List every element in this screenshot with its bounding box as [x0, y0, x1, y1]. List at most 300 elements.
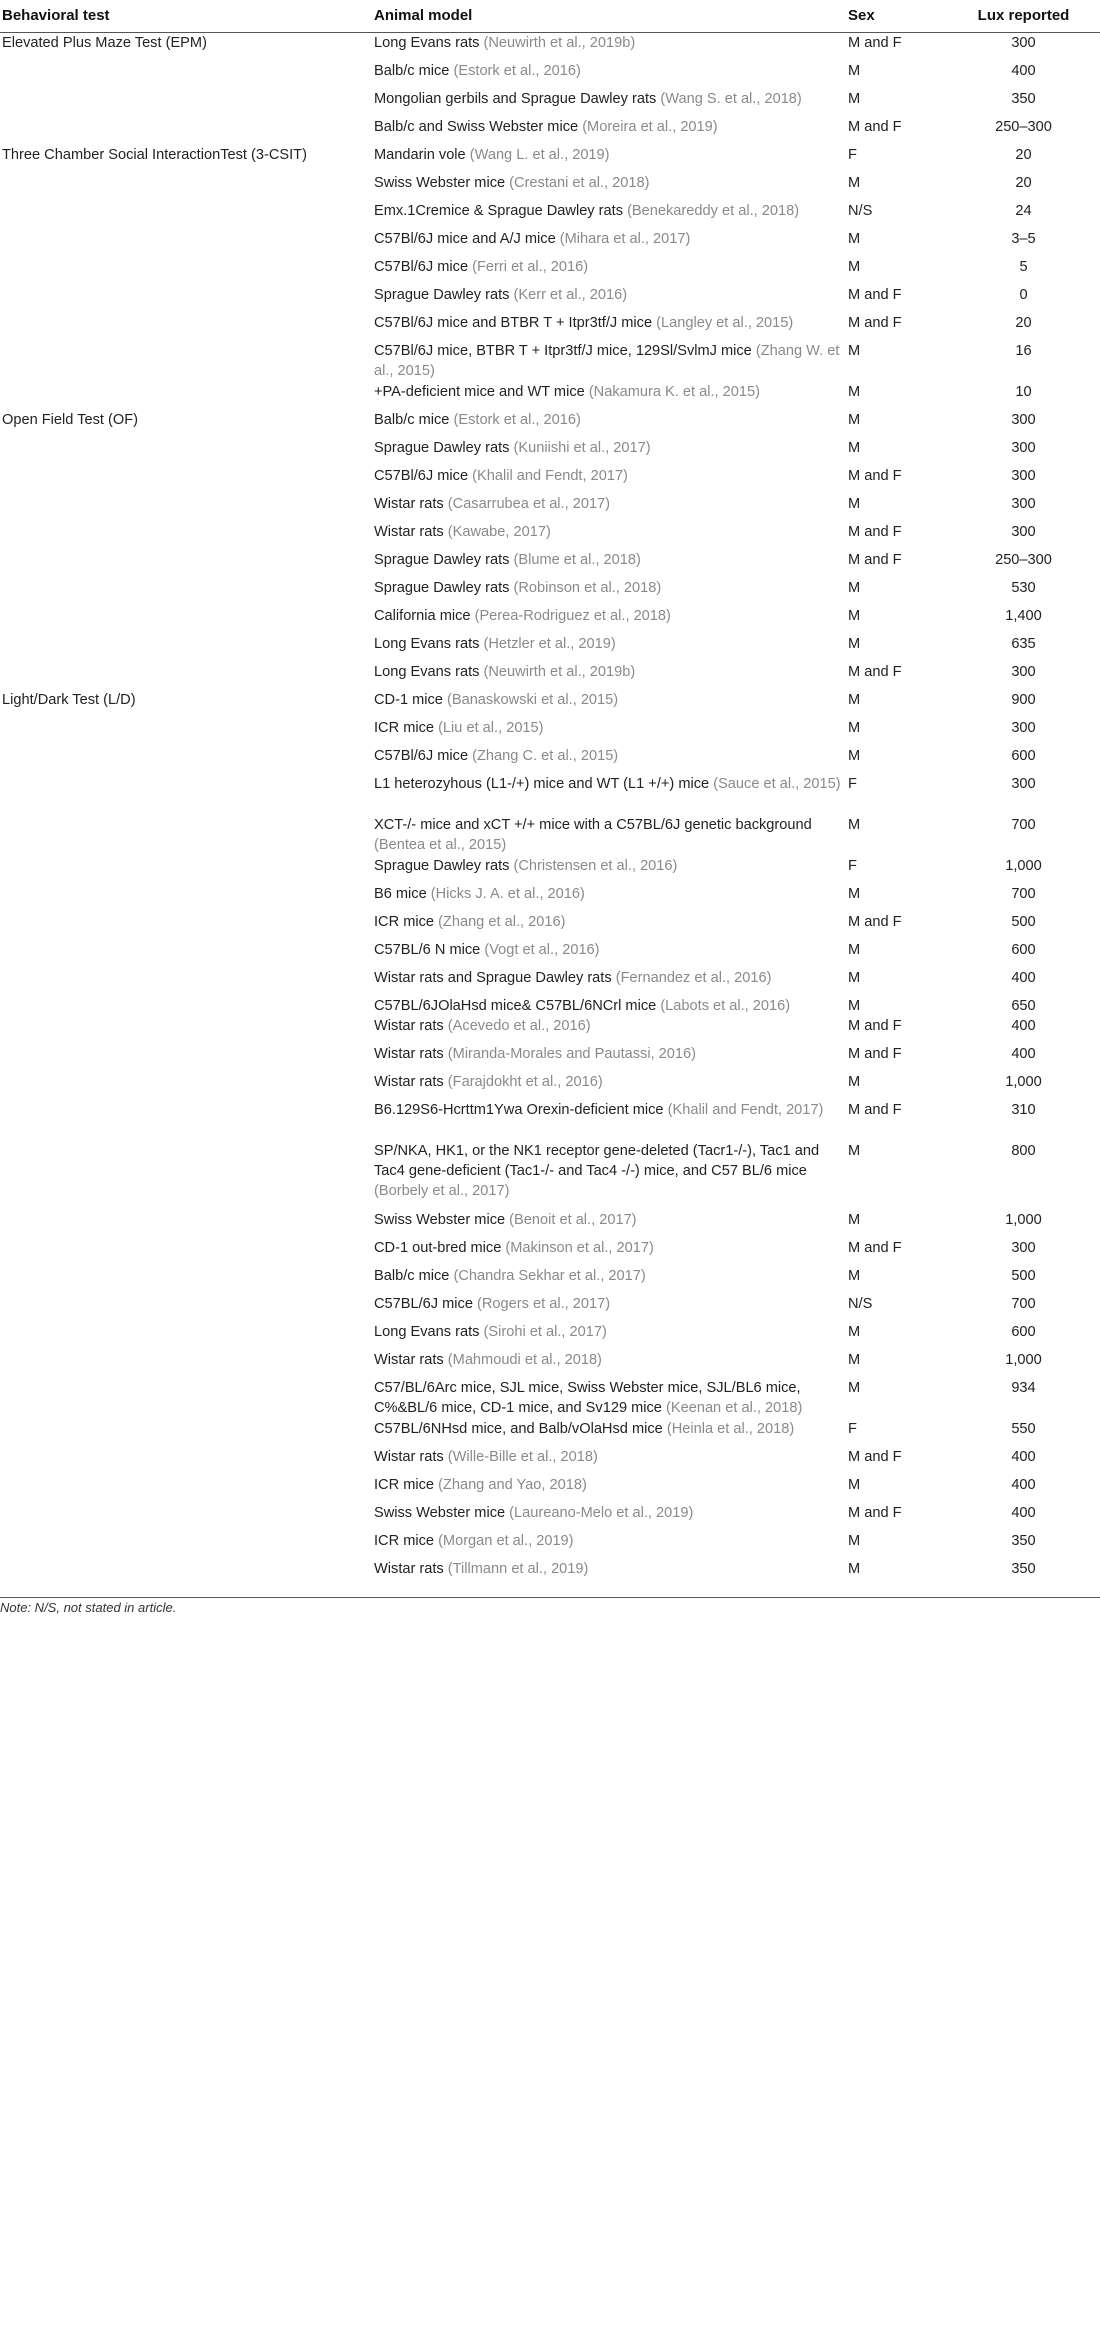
- lux-cell: 400: [1011, 1476, 1036, 1493]
- animal-model-cell: [374, 285, 848, 313]
- citation-link[interactable]: (Sauce et al., 2015): [713, 775, 841, 792]
- behavioral-test-cell: [0, 382, 374, 410]
- lux-cell: 700: [1011, 1295, 1036, 1312]
- lux-cell: 250–300: [995, 118, 1052, 135]
- citation-link[interactable]: (Kawabe, 2017): [447, 523, 551, 540]
- lux-cell: 550: [1011, 1420, 1036, 1437]
- sex-cell: M: [848, 607, 861, 624]
- animal-model-text: Wistar rats: [374, 1448, 444, 1465]
- lux-cell: 16: [1015, 342, 1032, 359]
- behavioral-test-cell: [0, 856, 374, 884]
- sex-cell: M: [848, 941, 861, 958]
- citation-link[interactable]: (Hetzler et al., 2019): [483, 635, 616, 652]
- animal-model-cell: [374, 117, 848, 145]
- behavioral-test-cell: [0, 550, 374, 578]
- animal-model-cell: [374, 578, 848, 606]
- table-row: [0, 1447, 1100, 1475]
- lux-cell: 700: [1011, 885, 1036, 902]
- behavioral-test-cell: [0, 1294, 374, 1322]
- citation-link[interactable]: (Robinson et al., 2018): [513, 579, 662, 596]
- lux-cell: 1,000: [1005, 1351, 1042, 1368]
- lux-cell: 20: [1015, 314, 1032, 331]
- animal-model-text: Wistar rats: [374, 1560, 444, 1577]
- behavioral-test-cell: [0, 1531, 374, 1559]
- table-row: [0, 1141, 1100, 1210]
- animal-model-text: Wistar rats: [374, 495, 444, 512]
- sex-cell: M: [848, 1142, 861, 1159]
- animal-model-cell: [374, 257, 848, 285]
- table-row: [0, 1266, 1100, 1294]
- sex-cell: M and F: [848, 663, 902, 680]
- lux-cell: 500: [1011, 913, 1036, 930]
- citation-link[interactable]: (Kuniishi et al., 2017): [513, 439, 651, 456]
- behavioral-test-cell: [0, 1072, 374, 1100]
- table-row: [0, 1322, 1100, 1350]
- citation-link[interactable]: (Rogers et al., 2017): [477, 1295, 611, 1312]
- table-row: [0, 550, 1100, 578]
- citation-link[interactable]: (Casarrubea et al., 2017): [447, 495, 611, 512]
- animal-model-cell: [374, 1475, 848, 1503]
- behavioral-test-cell: [0, 61, 374, 89]
- behavioral-test-cell: [0, 89, 374, 117]
- animal-model-cell: [374, 968, 848, 996]
- behavioral-test-cell: [0, 815, 374, 856]
- animal-model-cell: [374, 341, 848, 382]
- animal-model-cell: [374, 1531, 848, 1559]
- table-row: [0, 201, 1100, 229]
- citation-link[interactable]: (Sirohi et al., 2017): [483, 1323, 607, 1340]
- animal-model-text: Wistar rats: [374, 1073, 444, 1090]
- animal-model-cell: [374, 912, 848, 940]
- animal-model-cell: [374, 1378, 848, 1419]
- lux-cell: 350: [1011, 1532, 1036, 1549]
- sex-cell: F: [848, 1420, 857, 1437]
- citation-link[interactable]: (Neuwirth et al., 2019b): [483, 35, 636, 51]
- lux-cell: 530: [1011, 579, 1036, 596]
- animal-model-text: C57BL/6J mice: [374, 1295, 473, 1312]
- citation-link[interactable]: (Estork et al., 2016): [453, 62, 581, 79]
- citation-link[interactable]: (Benekareddy et al., 2018): [627, 202, 800, 219]
- sex-cell: M and F: [848, 118, 902, 135]
- animal-model-cell: [374, 550, 848, 578]
- lux-cell: 300: [1011, 1239, 1036, 1256]
- animal-model-cell: [374, 718, 848, 746]
- sex-cell: M: [848, 1351, 861, 1368]
- sex-cell: M: [848, 816, 861, 833]
- animal-model-text: Mongolian gerbils and Sprague Dawley rats: [374, 90, 657, 107]
- animal-model-text: B6 mice: [374, 885, 427, 902]
- citation-link[interactable]: (Khalil and Fendt, 2017): [667, 1101, 824, 1118]
- lux-cell: 1,000: [1005, 1073, 1042, 1090]
- behavioral-test-cell: [0, 718, 374, 746]
- table-row: [0, 606, 1100, 634]
- sex-cell: M: [848, 747, 861, 764]
- lux-cell: 400: [1011, 969, 1036, 986]
- animal-model-text: C57Bl/6J mice: [374, 467, 469, 484]
- animal-model-text: XCT-/- mice and xCT +/+ mice with a C57BL/6J genetic background: [374, 816, 812, 833]
- animal-model-text: CD-1 mice: [374, 691, 443, 708]
- citation-link[interactable]: (Bentea et al., 2015): [374, 836, 507, 853]
- lux-cell: 300: [1011, 775, 1036, 792]
- citation-link[interactable]: (Morgan et al., 2019): [438, 1532, 574, 1549]
- behavioral-test-cell: [0, 313, 374, 341]
- lux-cell: 650: [1011, 997, 1036, 1014]
- animal-model-cell: [374, 1322, 848, 1350]
- table-row: [0, 578, 1100, 606]
- table-row: [0, 313, 1100, 341]
- sex-cell: M and F: [848, 1504, 902, 1521]
- citation-link[interactable]: (Mahmoudi et al., 2018): [447, 1351, 602, 1368]
- animal-model-text: C57BL/6 N mice: [374, 941, 481, 958]
- animal-model-cell: [374, 61, 848, 89]
- animal-model-cell: [374, 33, 848, 61]
- citation-link[interactable]: (Estork et al., 2016): [453, 411, 581, 428]
- table-row: [0, 1559, 1100, 1598]
- lux-cell: 600: [1011, 1323, 1036, 1340]
- animal-model-text: Swiss Webster mice: [374, 1504, 506, 1521]
- lux-cell: 635: [1011, 635, 1036, 652]
- citation-link[interactable]: (Miranda-Morales and Pautassi, 2016): [447, 1045, 697, 1062]
- lux-cell: 400: [1011, 1504, 1036, 1521]
- lux-cell: 0: [1019, 286, 1028, 303]
- sex-cell: M and F: [848, 1045, 902, 1062]
- sex-cell: M: [848, 1073, 861, 1090]
- citation-link[interactable]: (Chandra Sekhar et al., 2017): [453, 1267, 646, 1284]
- animal-model-text: Balb/c mice: [374, 62, 450, 79]
- lux-cell: 300: [1011, 35, 1036, 51]
- citation-link[interactable]: (Zhang C. et al., 2015): [472, 747, 619, 764]
- animal-model-cell: [374, 662, 848, 690]
- table-row: [0, 33, 1100, 61]
- animal-model-text: Balb/c mice: [374, 1267, 450, 1284]
- animal-model-text: Balb/c and Swiss Webster mice: [374, 118, 579, 135]
- sex-cell: M: [848, 579, 861, 596]
- table-row: [0, 1531, 1100, 1559]
- table-row: [0, 285, 1100, 313]
- citation-link[interactable]: (Blume et al., 2018): [513, 551, 641, 568]
- animal-model-text: C57/BL/6Arc mice, SJL mice, Swiss Webster mice, SJL/BL6 mice, C%&BL/6 mice, CD-1 mice, and Sv129 mice: [374, 1379, 801, 1416]
- table-row: [0, 856, 1100, 884]
- sex-cell: M and F: [848, 1017, 902, 1034]
- lux-cell: 300: [1011, 719, 1036, 736]
- animal-model-cell: [374, 1419, 848, 1447]
- table-row: [0, 1378, 1100, 1419]
- animal-model-cell: [374, 1559, 848, 1598]
- sex-cell: M and F: [848, 913, 902, 930]
- animal-model-cell: [374, 173, 848, 201]
- citation-link[interactable]: (Kerr et al., 2016): [513, 286, 628, 303]
- lux-cell: 400: [1011, 1448, 1036, 1465]
- behavioral-test-cell: [0, 1559, 374, 1598]
- citation-link[interactable]: (Moreira et al., 2019): [582, 118, 718, 135]
- citation-link[interactable]: (Neuwirth et al., 2019b): [483, 663, 636, 680]
- behavioral-test-cell: Light/Dark Test (L/D): [2, 691, 136, 708]
- citation-link[interactable]: (Laureano-Melo et al., 2019): [509, 1504, 694, 1521]
- lux-cell: 700: [1011, 816, 1036, 833]
- animal-model-text: C57Bl/6J mice: [374, 258, 469, 275]
- sex-cell: N/S: [848, 202, 873, 219]
- behavioral-test-cell: [0, 1419, 374, 1447]
- lux-cell: 1,000: [1005, 1211, 1042, 1228]
- sex-cell: M: [848, 174, 861, 191]
- lux-cell: 10: [1015, 383, 1032, 400]
- sex-cell: M: [848, 1560, 861, 1577]
- sex-cell: M: [848, 342, 861, 359]
- behavioral-test-cell: [0, 201, 374, 229]
- citation-link[interactable]: (Nakamura K. et al., 2015): [588, 383, 760, 400]
- lux-cell: 20: [1015, 146, 1032, 163]
- table-row: [0, 1350, 1100, 1378]
- animal-model-cell: [374, 606, 848, 634]
- animal-model-text: Sprague Dawley rats: [374, 857, 510, 874]
- animal-model-text: Long Evans rats: [374, 35, 480, 51]
- table-row: [0, 1210, 1100, 1238]
- citation-link[interactable]: (Makinson et al., 2017): [505, 1239, 654, 1256]
- table-row: [0, 173, 1100, 201]
- animal-model-cell: [374, 774, 848, 815]
- behavioral-test-cell: [0, 257, 374, 285]
- table-row: [0, 690, 1100, 718]
- sex-cell: M and F: [848, 523, 902, 540]
- animal-model-text: Sprague Dawley rats: [374, 579, 510, 596]
- table-row: [0, 89, 1100, 117]
- citation-link[interactable]: (Crestani et al., 2018): [509, 174, 650, 191]
- sex-cell: F: [848, 857, 857, 874]
- table-row: [0, 1016, 1100, 1044]
- table-row: [0, 466, 1100, 494]
- citation-link[interactable]: (Khalil and Fendt, 2017): [472, 467, 628, 484]
- behavioral-test-cell: [0, 1016, 374, 1044]
- sex-cell: M and F: [848, 286, 902, 303]
- lux-cell: 934: [1011, 1379, 1036, 1396]
- behavioral-test-cell: [0, 522, 374, 550]
- table-row: [0, 438, 1100, 466]
- sex-cell: M: [848, 1211, 861, 1228]
- lux-cell: 5: [1019, 258, 1028, 275]
- citation-link[interactable]: (Vogt et al., 2016): [484, 941, 600, 958]
- behavioral-test-cell: [0, 662, 374, 690]
- table-row: [0, 746, 1100, 774]
- lux-cell: 300: [1011, 411, 1036, 428]
- lux-cell: 300: [1011, 663, 1036, 680]
- sex-cell: M: [848, 411, 861, 428]
- animal-model-cell: [374, 201, 848, 229]
- sex-cell: M: [848, 969, 861, 986]
- behavioral-test-cell: [0, 173, 374, 201]
- animal-model-cell: [374, 815, 848, 856]
- lux-cell: 250–300: [995, 551, 1052, 568]
- citation-link[interactable]: (Benoit et al., 2017): [509, 1211, 637, 1228]
- sex-cell: M and F: [848, 314, 902, 331]
- behavioral-test-cell: [0, 1141, 374, 1210]
- behavioral-test-cell: [0, 1210, 374, 1238]
- table-row: [0, 229, 1100, 257]
- citation-link[interactable]: (Acevedo et al., 2016): [447, 1017, 591, 1034]
- citation-link[interactable]: (Farajdokht et al., 2016): [447, 1073, 603, 1090]
- sex-cell: M: [848, 495, 861, 512]
- table-row: [0, 1475, 1100, 1503]
- citation-link[interactable]: (Zhang and Yao, 2018): [438, 1476, 587, 1493]
- behavioral-test-cell: [0, 285, 374, 313]
- behavioral-test-cell: [0, 229, 374, 257]
- animal-model-cell: [374, 1350, 848, 1378]
- animal-model-cell: [374, 466, 848, 494]
- animal-model-cell: [374, 1294, 848, 1322]
- table-row: [0, 410, 1100, 438]
- animal-model-text: Emx.1Cremice & Sprague Dawley rats: [374, 202, 623, 219]
- animal-model-cell: [374, 1100, 848, 1141]
- behavioral-test-cell: [0, 341, 374, 382]
- sex-cell: M and F: [848, 551, 902, 568]
- citation-link[interactable]: (Langley et al., 2015): [656, 314, 794, 331]
- header-behavioral-test: Behavioral test: [0, 0, 374, 33]
- citation-link[interactable]: (Banaskowski et al., 2015): [446, 691, 619, 708]
- citation-link[interactable]: (Wang S. et al., 2018): [660, 90, 802, 107]
- lux-cell: 400: [1011, 62, 1036, 79]
- table-row: [0, 1100, 1100, 1141]
- lux-cell: 600: [1011, 747, 1036, 764]
- animal-model-text: Wistar rats: [374, 1017, 444, 1034]
- animal-model-cell: [374, 1210, 848, 1238]
- table-row: [0, 117, 1100, 145]
- sex-cell: M and F: [848, 35, 902, 51]
- table-row: [0, 1072, 1100, 1100]
- table-body: [0, 33, 1100, 1598]
- sex-cell: M: [848, 90, 861, 107]
- sex-cell: M: [848, 439, 861, 456]
- behavioral-test-cell: [0, 1503, 374, 1531]
- table-row: [0, 494, 1100, 522]
- citation-link[interactable]: (Zhang W. et al., 2015): [374, 342, 840, 379]
- table-row: [0, 257, 1100, 285]
- animal-model-text: +PA-deficient mice and WT mice: [374, 383, 585, 400]
- animal-model-cell: [374, 1141, 848, 1210]
- animal-model-cell: [374, 996, 848, 1016]
- table-row: [0, 634, 1100, 662]
- citation-link[interactable]: (Wille-Bille et al., 2018): [447, 1448, 598, 1465]
- citation-link[interactable]: (Hicks J. A. et al., 2016): [430, 885, 585, 902]
- behavioral-test-cell: [0, 606, 374, 634]
- behavioral-test-cell: [0, 1447, 374, 1475]
- lux-cell: 1,400: [1005, 607, 1042, 624]
- citation-link[interactable]: (Wang L. et al., 2019): [469, 146, 610, 163]
- animal-model-cell: [374, 1044, 848, 1072]
- sex-cell: M: [848, 1267, 861, 1284]
- lux-cell: 300: [1011, 467, 1036, 484]
- behavioral-test-cell: [0, 466, 374, 494]
- table-row: [0, 382, 1100, 410]
- animal-model-text: C57BL/6JOlaHsd mice& C57BL/6NCrl mice: [374, 997, 657, 1014]
- behavioral-test-cell: [0, 1322, 374, 1350]
- behavioral-test-cell: [0, 117, 374, 145]
- animal-model-text: Long Evans rats: [374, 1323, 480, 1340]
- table-row: [0, 1238, 1100, 1266]
- table-row: [0, 718, 1100, 746]
- citation-link[interactable]: (Christensen et al., 2016): [513, 857, 678, 874]
- animal-model-text: Sprague Dawley rats: [374, 286, 510, 303]
- behavioral-test-cell: [0, 746, 374, 774]
- table-note-row: [0, 1598, 1100, 1623]
- citation-link[interactable]: (Zhang et al., 2016): [438, 913, 566, 930]
- behavioral-test-cell: [0, 884, 374, 912]
- animal-model-text: Wistar rats and Sprague Dawley rats: [374, 969, 612, 986]
- animal-model-cell: [374, 145, 848, 173]
- citation-link[interactable]: (Perea-Rodriguez et al., 2018): [474, 607, 671, 624]
- citation-link[interactable]: (Labots et al., 2016): [660, 997, 791, 1014]
- sex-cell: M and F: [848, 1239, 902, 1256]
- animal-model-text: Long Evans rats: [374, 635, 480, 652]
- citation-link[interactable]: (Fernandez et al., 2016): [615, 969, 772, 986]
- animal-model-cell: [374, 1238, 848, 1266]
- citation-link[interactable]: (Liu et al., 2015): [438, 719, 544, 736]
- lux-cell: 600: [1011, 941, 1036, 958]
- animal-model-text: California mice: [374, 607, 471, 624]
- sex-cell: M: [848, 1379, 861, 1396]
- lux-cell: 300: [1011, 495, 1036, 512]
- behavioral-test-cell: [0, 494, 374, 522]
- sex-cell: F: [848, 146, 857, 163]
- behavioral-test-cell: [0, 1266, 374, 1294]
- animal-model-text: L1 heterozyhous (L1-/+) mice and WT (L1 +/+) mice: [374, 775, 710, 792]
- citation-link[interactable]: (Mihara et al., 2017): [559, 230, 691, 247]
- behavioral-test-cell: Open Field Test (OF): [2, 411, 138, 428]
- lux-cell: 900: [1011, 691, 1036, 708]
- animal-model-text: Wistar rats: [374, 1351, 444, 1368]
- behavioral-test-cell: [0, 634, 374, 662]
- animal-model-text: Wistar rats: [374, 523, 444, 540]
- sex-cell: M: [848, 1532, 861, 1549]
- behavioral-test-cell: [0, 438, 374, 466]
- behavioral-test-cell: [0, 1100, 374, 1141]
- citation-link[interactable]: (Tillmann et al., 2019): [447, 1560, 589, 1577]
- animal-model-text: C57Bl/6J mice and BTBR T + Itpr3tf/J mice: [374, 314, 653, 331]
- table-row: [0, 1294, 1100, 1322]
- sex-cell: F: [848, 775, 857, 792]
- animal-model-text: C57BL/6NHsd mice, and Balb/vOlaHsd mice: [374, 1420, 663, 1437]
- sex-cell: M: [848, 719, 861, 736]
- animal-model-text: ICR mice: [374, 913, 434, 930]
- table-row: [0, 522, 1100, 550]
- lux-cell: 500: [1011, 1267, 1036, 1284]
- behavioral-test-cell: [0, 774, 374, 815]
- behavioral-test-cell: [0, 578, 374, 606]
- animal-model-text: Long Evans rats: [374, 663, 480, 680]
- table-row: [0, 1044, 1100, 1072]
- lux-cell: 3–5: [1011, 230, 1036, 247]
- sex-cell: N/S: [848, 1295, 873, 1312]
- citation-link[interactable]: (Heinla et al., 2018): [666, 1420, 795, 1437]
- animal-model-cell: [374, 382, 848, 410]
- sex-cell: M and F: [848, 1448, 902, 1465]
- lux-cell: 400: [1011, 1017, 1036, 1034]
- lux-cell: 300: [1011, 439, 1036, 456]
- animal-model-text: B6.129S6-Hcrttm1Ywa Orexin-deficient mice: [374, 1101, 664, 1118]
- sex-cell: M: [848, 691, 861, 708]
- citation-link[interactable]: (Borbely et al., 2017): [374, 1182, 510, 1199]
- animal-model-text: SP/NKA, HK1, or the NK1 receptor gene-deleted (Tacr1-/-), Tac1 and Tac4 gene-deficient (Tac1-/- and Tac4 -/-) mice, and C57 BL/6 mice: [374, 1142, 820, 1179]
- table-row: [0, 1503, 1100, 1531]
- table-row: [0, 61, 1100, 89]
- animal-model-cell: [374, 940, 848, 968]
- animal-model-cell: [374, 522, 848, 550]
- citation-link[interactable]: (Ferri et al., 2016): [472, 258, 589, 275]
- animal-model-cell: [374, 229, 848, 257]
- citation-link[interactable]: (Keenan et al., 2018): [666, 1399, 803, 1416]
- behavioral-test-cell: Elevated Plus Maze Test (EPM): [2, 35, 207, 51]
- animal-model-cell: [374, 313, 848, 341]
- sex-cell: M: [848, 1323, 861, 1340]
- lux-cell: 350: [1011, 1560, 1036, 1577]
